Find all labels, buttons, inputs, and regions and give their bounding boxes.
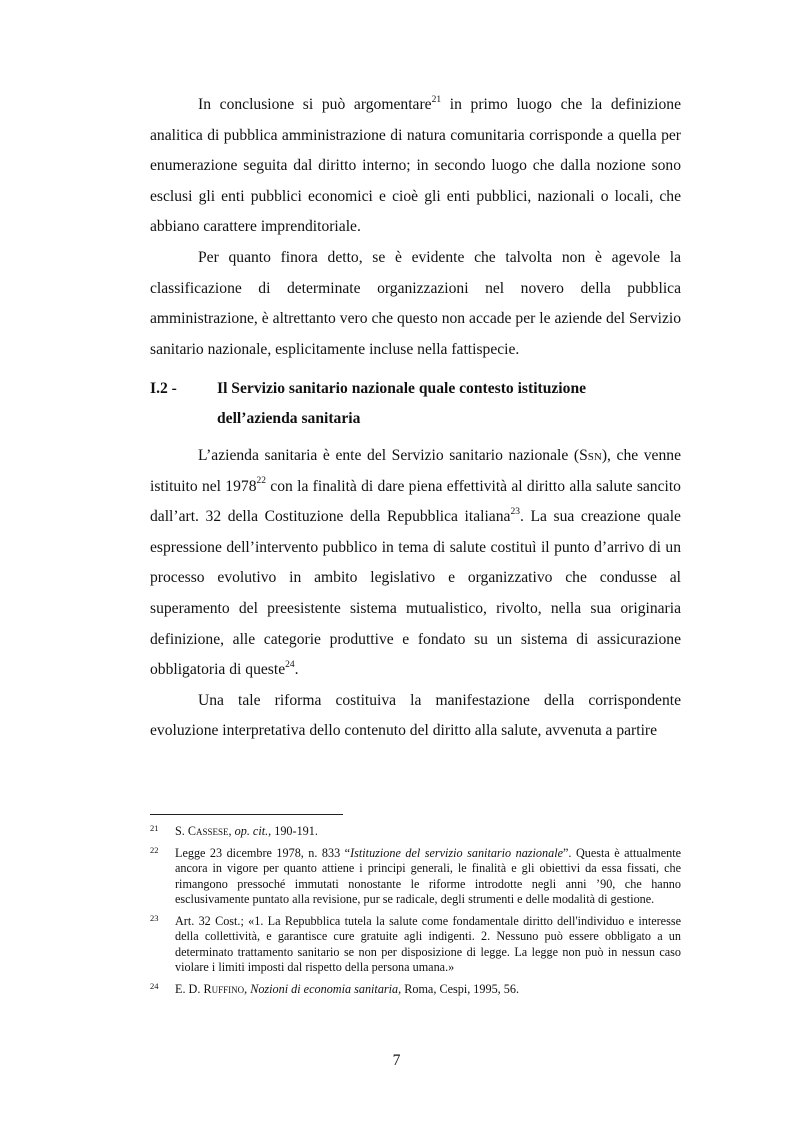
footnote-number: 23 xyxy=(150,912,159,923)
footnote-separator xyxy=(150,814,343,815)
paragraph-text: L’azienda sanitaria è ente del Servizio sanitario nazionale ( xyxy=(198,447,580,464)
paragraph-conclusione xyxy=(150,90,681,243)
footnote-24: 24 E. D. Ruffino, Nozioni di economia sanitaria, Roma, Cespi, 1995, 56. xyxy=(150,980,519,996)
paragraph-text: in primo luogo che la definizione analitica di pubblica amministrazione di natura comunitaria corrisponde a quella per enumerazione seguita dal diritto interno; in secondo luogo che dalla nozione sono esclusi gli enti pubblici economici e cioè gli enti pubblici, nazionali o locali, che abbiano carattere imprenditoriale. xyxy=(150,96,682,236)
paragraph-text: . xyxy=(294,661,299,679)
footnote-number: 21 xyxy=(150,823,159,833)
paragraph-text: con la finalità di dare piena effettività al diritto alla salute sancito dall’art. 32 della Costituzione della Repubblica italiana xyxy=(150,477,681,526)
body-text-bottom xyxy=(150,441,681,747)
footnote-author: Ruffino xyxy=(203,981,245,996)
ssn-abbreviation: Ssn xyxy=(579,447,602,464)
paragraph-text: ), che venne istituito nel 1978 xyxy=(150,447,681,495)
section-number: I.2 - xyxy=(150,380,177,397)
footnote-21: 21 S. Cassese, op. cit., 190-191. xyxy=(150,823,318,838)
footnote-law-title: Istituzione del servizio sanitario nazionale xyxy=(350,845,564,860)
section-title-line-1: Il Servizio sanitario nazionale quale contesto istituzione xyxy=(217,380,587,397)
paragraph-text: . La sua creazione quale espressione dell’intervento pubblico in tema di salute costituì il punto d’arrivo di un processo evolutivo in ambito legislativo e organizzativo che condusse al superamento del preesistente sistema mutualistico, rivolto, nella sua originaria definizione, alle categorie produttive e fondato su un sistema di assicurazione obbligatoria di queste xyxy=(150,508,681,679)
footnote-22: 22 Legge 23 dicembre 1978, n. 833 “Istituzione del servizio sanitario nazionale”. Questa è attualmente ancora in vigore per quanto attiene i principi generali, le finalità e gli obiettivi da essa fissati, che rimangono pressoché immutati nonostante le riforme introdotte negli anni ’90, che hanno esclusivamente puntato alla revisione, pur se radicale, degli strumenti e delle modalità di gestione. xyxy=(150,844,682,906)
footnote-ref-22[interactable]: 22 xyxy=(256,476,266,487)
footnote-book-title: Nozioni di economia sanitaria xyxy=(250,981,399,996)
page-number: 7 xyxy=(392,1052,401,1069)
footnote-number: 24 xyxy=(150,980,159,991)
footnote-ref-24[interactable]: 24 xyxy=(285,659,295,670)
paragraph-text: In conclusione si può argomentare xyxy=(198,96,432,113)
footnote-ref-21[interactable]: 21 xyxy=(431,94,442,105)
footnote-ref-23[interactable]: 23 xyxy=(510,507,520,517)
footnote-number: 22 xyxy=(150,844,159,855)
section-title-line-2: dell’azienda sanitaria xyxy=(217,410,361,427)
paragraph-riforma: Una tale riforma costituiva la manifestazione della corrispondente evoluzione interpretativa dello contenuto del diritto alla salute, avvenuta a partire xyxy=(150,691,681,740)
footnote-23: 23 Art. 32 Cost.; «1. La Repubblica tutela la salute come fondamentale diritto dell'individuo e interesse della collettività, e garantisce cure gratuite agli indigenti. 2. Nessuno può essere obbligato a un determinato trattamento sanitario se non per disposizione di legge. La legge non può in nessun caso violare i limiti imposti dal rispetto della persona umana.» xyxy=(150,912,681,974)
footnote-author: Cassese xyxy=(187,824,229,838)
footnote-citation: op. cit. xyxy=(234,824,269,838)
footnotes xyxy=(150,824,681,1003)
paragraph-finora: Per quanto finora detto, se è evidente che talvolta non è agevole la classificazione di determinate organizzazioni nel novero della pubblica amministrazione, è altrettanto vero che questo non accade per le aziende del Servizio sanitario nazionale, esplicitamente incluse nella fattispecie. xyxy=(150,248,681,358)
paragraph-azienda-sanitaria xyxy=(150,441,681,686)
body-text-top xyxy=(150,90,681,365)
